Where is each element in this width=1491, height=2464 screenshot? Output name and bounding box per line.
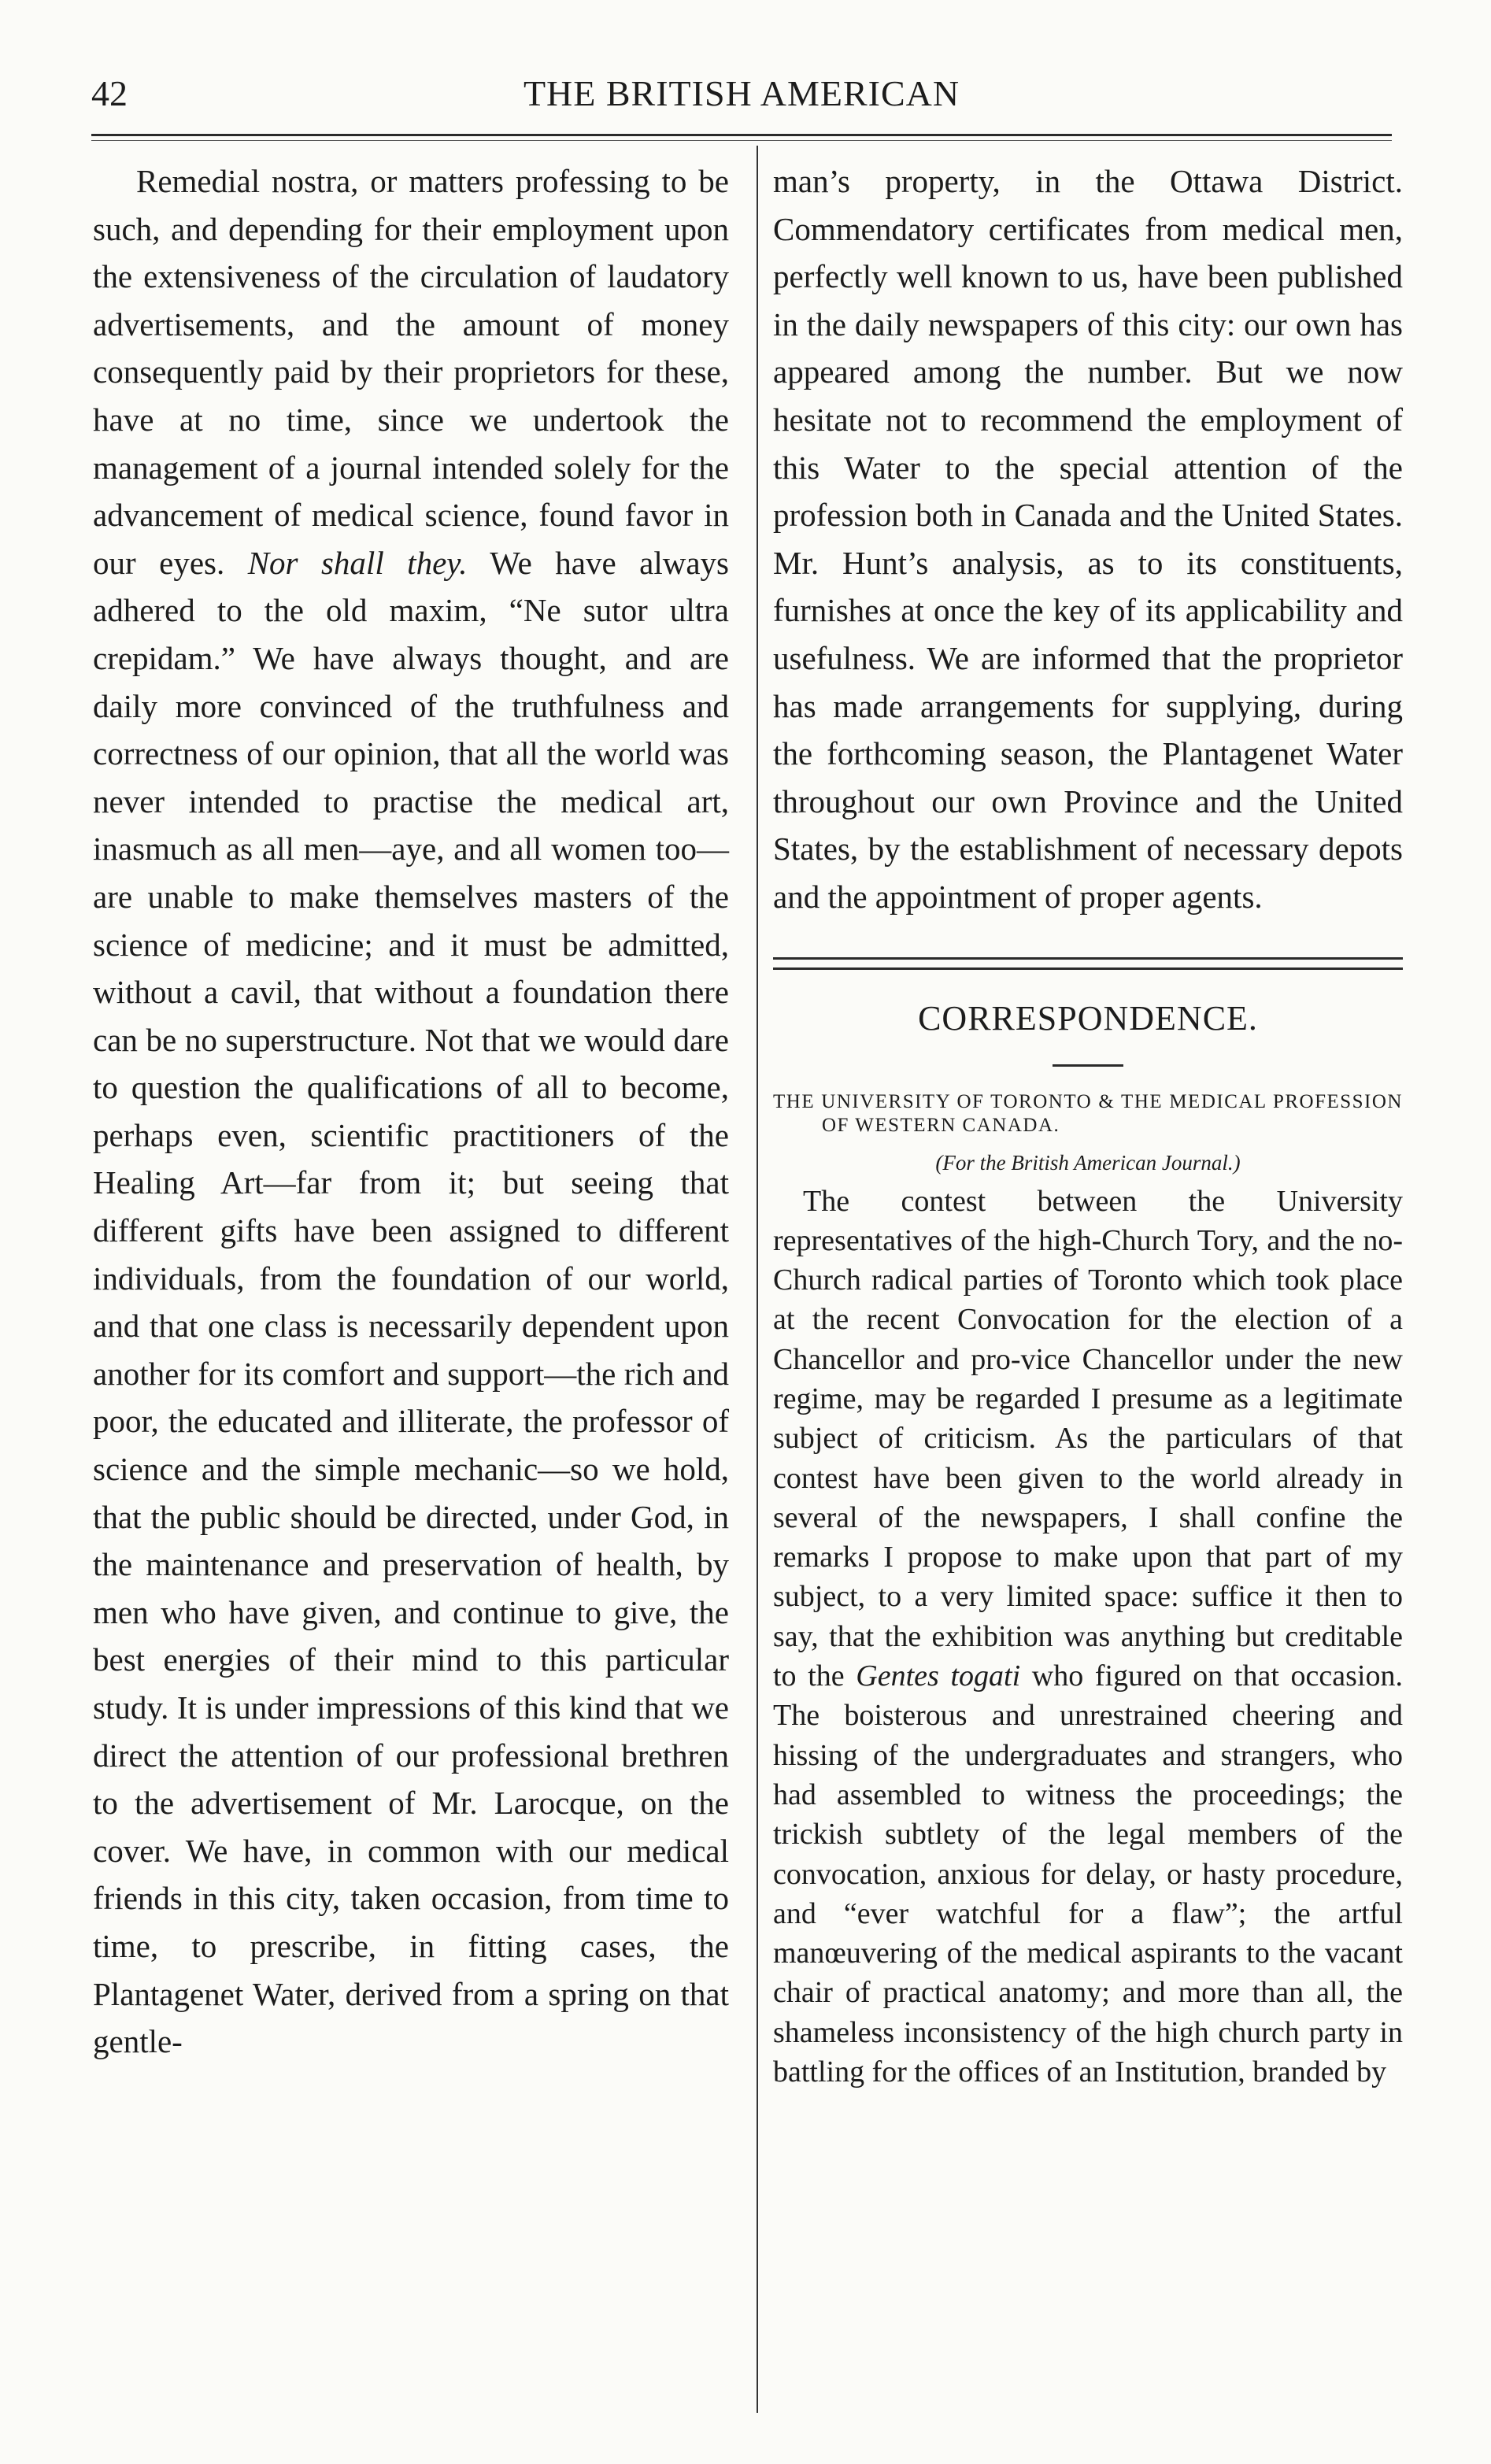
page-header	[91, 72, 1392, 128]
editorial-text-continued: We have always adhered to the old maxim, “Ne sutor ultra crepidam.” We have always thought, and are daily more convinced of the truthfulness and correctness of our opinion, that all the world was never intended to practise the medical art, inasmuch as all men—aye, and all women too—are unable to make themselves masters of the science of medicine; and it must be admitted, without a cavil, that without a foundation there can be no superstructure. Not that we would dare to question the qualifications of all to become, perhaps even, scientific practitioners of the Healing Art—far from it; but seeing that different gifts have been assigned to different individuals, from the foundation of our world, and that one class is necessarily dependent upon another for its comfort and support—the rich and poor, the educated and illiterate, the professor of science and the simple mechanic—so we hold, that the public should be directed, under God, in the maintenance and preservation of health, by men who have given, and continue to give, the best energies of their mind to this particular study. It is under impressions of this kind that we direct the attention of our professional brethren to the advertisement of Mr. Larocque, on the cover. We have, in common with our medical friends in this city, taken occasion, from time to time, to prescribe, in fitting cases, the Plantagenet Water, derived from a spring on that gentle-	[93, 544, 729, 2060]
page-number: 42	[91, 73, 128, 113]
running-title: THE BRITISH AMERICAN	[523, 73, 960, 113]
article-paragraph	[773, 1182, 1403, 2092]
article-text: The contest between the University representatives of the high-Church Tory, and the no-Church radical parties of Toronto which took place at the recent Convocation for the election of a Chancellor and pro-vice Chancellor under the new regime, may be regarded I presume as a legitimate subject of criticism. As the particulars of that contest have been given to the world already in several of the newspapers, I shall confine the remarks I propose to make upon that part of my subject, to a very limited space: suffice it then to say, that the exhibition was anything but creditable to the	[773, 1184, 1403, 1693]
section-short-rule	[1053, 1064, 1123, 1067]
article-byline: (For the British American Journal.)	[935, 1150, 1241, 1175]
article-headline: THE UNIVERSITY OF TORONTO & THE MEDICAL PROFESSION OF WESTERN CANADA.	[773, 1090, 1403, 1136]
article-text-continued: who figured on that occasion. The boisterous and unrestrained cheering and hissing of the undergraduates and strangers, who had assembled to witness the proceedings; the trickish subtlety of the legal members of the convocation, anxious for delay, or hasty procedure, and “ever watchful for a flaw”; the artful manœuvering of the medical aspirants to the vacant chair of practical anatomy; and more than all, the shameless inconsistency of the high church party in battling for the offices of an Institution, branded by	[773, 1659, 1403, 2089]
section-title: CORRESPONDENCE.	[918, 998, 1258, 1038]
editorial-emphasis: Nor shall they.	[247, 544, 468, 581]
header-rule	[91, 134, 1392, 136]
right-column	[773, 157, 1403, 2092]
section-double-rule	[773, 957, 1403, 970]
editorial-continuation: man’s property, in the Ottawa District. Commendatory certificates from medical men, perfectly well known to us, have been published in the daily newspapers of this city: our own has appeared among the number. But we now hesitate not to recommend the employment of this Water to the special attention of the profession both in Canada and the United States. Mr. Hunt’s analysis, as to its constituents, furnishes at once the key of its applicability and usefulness. We are informed that the proprietor has made arrangements for supplying, during the forthcoming season, the Plantagenet Water throughout our own Province and the United States, by the establishment of necessary depots and the appointment of proper agents.	[773, 163, 1403, 915]
editorial-text: Remedial nostra, or matters professing to be such, and depending for their employment upon the extensiveness of the circulation of laudatory advertisements, and the amount of money consequently paid by their proprietors for these, have at no time, since we undertook the management of a journal intended solely for the advancement of medical science, found favor in our eyes.	[93, 163, 729, 581]
editorial-paragraph	[93, 157, 729, 2066]
left-column	[93, 157, 729, 2066]
column-divider	[757, 146, 758, 2413]
article-emphasis: Gentes togati	[856, 1659, 1021, 1693]
header-rule-thin	[91, 140, 1392, 141]
